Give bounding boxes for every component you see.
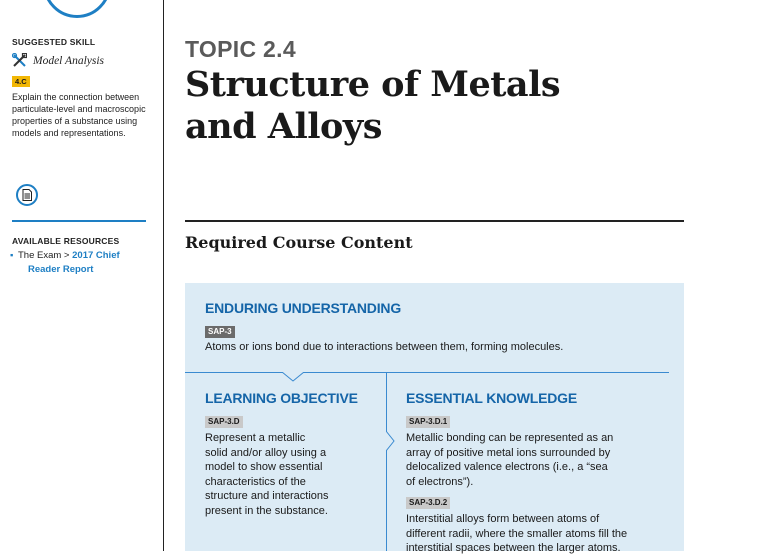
section-heading: Required Course Content — [185, 233, 413, 252]
document-icon — [16, 184, 38, 206]
learning-objective-heading: LEARNING OBJECTIVE — [205, 390, 358, 406]
lo-text — [205, 431, 380, 519]
eu-text: Atoms or ions bond due to interactions between them, forming molecules. — [205, 341, 564, 353]
resource-link-continued[interactable]: Reader Report — [28, 264, 94, 275]
topic-label: TOPIC 2.4 — [185, 36, 296, 62]
eu-tag: SAP-3 — [205, 326, 235, 338]
skill-description: Explain the connection between particulate-level and macroscopic properties of a substance using models and representations. — [12, 92, 146, 138]
ek-line: Metallic bonding can be represented as an — [406, 432, 614, 444]
page-title — [185, 64, 665, 148]
skill-name: Model Analysis — [33, 54, 105, 67]
tools-icon — [12, 53, 27, 68]
lo-tag: SAP-3.D — [205, 416, 243, 428]
pointer-right-icon — [386, 431, 395, 451]
enduring-understanding-heading: ENDURING UNDERSTANDING — [205, 300, 402, 316]
resource-link[interactable]: 2017 Chief — [72, 250, 120, 261]
sidebar-border — [163, 0, 164, 551]
lo-line: solid and/or alloy using a — [205, 446, 327, 459]
pointer-down-icon — [282, 372, 304, 382]
ek-tag-1: SAP-3.D.1 — [406, 416, 450, 428]
ek-line: different radii, where the smaller atoms fill the — [406, 527, 628, 540]
skill-row — [12, 53, 104, 68]
resource-prefix: The Exam > — [18, 250, 73, 261]
suggested-skill-heading: SUGGESTED SKILL — [12, 37, 96, 47]
ek-line: array of positive metal ions surrounded by — [406, 446, 611, 459]
box-divider-vertical — [386, 373, 387, 551]
box-divider-horizontal — [185, 372, 669, 373]
title-line-2: and Alloys — [185, 106, 382, 147]
header-divider — [185, 220, 684, 222]
resources-heading: AVAILABLE RESOURCES — [12, 236, 120, 246]
ek-tag-2: SAP-3.D.2 — [406, 497, 450, 509]
topic-emblem-icon — [43, 0, 111, 18]
ek-text-1 — [406, 431, 676, 489]
ek-text-2 — [406, 512, 676, 556]
lo-line: Represent a metallic — [205, 432, 306, 444]
title-line-1: Structure of Metals — [185, 64, 561, 105]
essential-knowledge-heading: ESSENTIAL KNOWLEDGE — [406, 390, 577, 406]
sidebar — [0, 0, 163, 551]
skill-badge: 4.C — [12, 76, 30, 87]
resource-item — [10, 249, 148, 262]
lo-line: model to show essential — [205, 461, 323, 474]
bullet-icon: ▪ — [10, 250, 14, 261]
lo-line: structure and interactions — [205, 490, 329, 503]
ek-line: Interstitial alloys form between atoms of — [406, 513, 600, 525]
lo-line: characteristics of the — [205, 475, 306, 488]
sidebar-divider — [12, 220, 146, 222]
ek-line: interstitial spaces between the larger atoms. — [406, 542, 621, 555]
ek-line: delocalized valence electrons (i.e., a “sea — [406, 461, 608, 474]
lo-line: present in the substance. — [205, 504, 328, 517]
ek-line: of electrons”). — [406, 475, 474, 488]
